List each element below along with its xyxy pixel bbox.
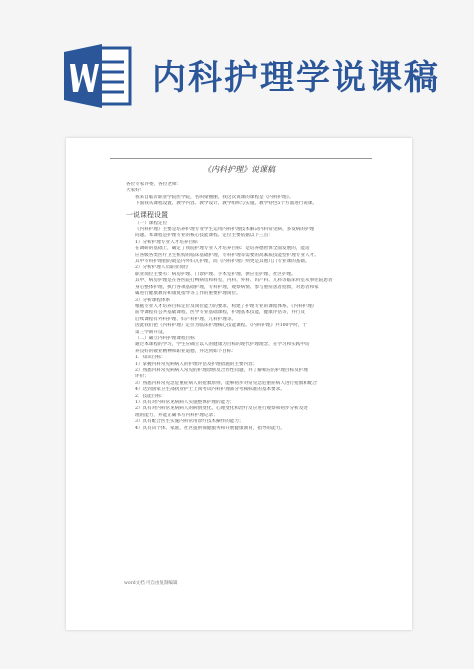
header-rule xyxy=(110,158,372,159)
text-line: 应各级各类医疗卫生机构的临床基础护理，专科护理等需要的高素质技能型护理专业人才。 xyxy=(135,252,319,258)
document-page xyxy=(66,138,412,630)
text-line: 理的能力，并能正确书写内科护理记录； xyxy=(135,412,218,418)
text-line: 养良好的敬业精神和职业道德，并达到如下目标： xyxy=(135,348,237,354)
text-line: 2）分析护理人员职业岗位 xyxy=(135,265,189,271)
text-line: 3）熟悉内科常见急危重症病人的抢救原则，能够初步对常见急危重症病人进行抢救和配合 xyxy=(135,380,318,386)
text-line: 1）具有对内科常见病病人实施整体护理的能力； xyxy=(135,400,235,405)
subsection-heading: （一）课程定位 xyxy=(135,220,168,226)
text-line: 其中，病房护理是在各医院打鸭病房和科室，内科、外科、妇产科、儿科等临床科室从事住院患者 xyxy=(135,278,333,284)
document-title: 《内科护理》说课稿 xyxy=(203,165,275,174)
section-text-2 xyxy=(126,342,370,432)
text-line: 4）具有向个体、家庭、社区提供保健服务和开展健康教育，指导的能力。 xyxy=(135,425,285,431)
text-line: 属进行健康教育和康复指导等工作的重要护理岗位。 xyxy=(135,291,241,297)
text-line: 1．知识目标： xyxy=(135,355,166,361)
text-line: 职业岗位主要有：病房护理、门诊护理、手术室护理、供应室护理、社区护理。 xyxy=(135,271,296,277)
header xyxy=(0,0,474,140)
text-line: 《内科护理》主要是培养护理专业学生运用内科护理技术解决内科常见病、多发病的护理 xyxy=(135,227,315,233)
text-line: 评价； xyxy=(135,374,149,380)
text-line: 其中专科护理指的就是内外妇儿护理，而《内科护理》则更是其他几门专业课的基础。 xyxy=(135,259,310,265)
section-text-1 xyxy=(126,227,370,336)
intro-line: 下面我从课程设置、教学内容、教学设计、教学组织与实施、教学特色5个方面进行说课。 xyxy=(135,201,318,207)
footer-note: word文档 可自由复制编辑 xyxy=(124,581,178,586)
text-line: 根据专业人才培养目标定位及岗位能力的要求，构建了护理专业的课程体系。《内科护理》 xyxy=(135,303,317,309)
greeting: 各位专家评委、各位老师： xyxy=(126,182,182,187)
text-line: 通过本课程的学习，学生应确立以人的健康为目标的现代护理理念，在学习和实践中培 xyxy=(135,342,310,348)
subsection-heading: （二）确立内科护理课程目标 xyxy=(135,335,195,341)
text-line: 前导课程有公共基础课程，医学专业基础课程，护理基本技能，健康评估等，并行及 xyxy=(135,310,305,316)
text-line: 3）分析课程体系 xyxy=(135,297,171,303)
text-line: 3）具有配合医生实施内科常用诊疗技术操作的能力； xyxy=(135,419,244,425)
text-line: 1）掌握内科常见病病人的护理评估及护理措施的主要内容； xyxy=(135,361,258,367)
document-body xyxy=(126,182,370,432)
text-line: 后续课程有外科护理、妇产科护理、儿科护理等。 xyxy=(135,316,237,322)
text-line: 第三学期开设。 xyxy=(135,329,168,335)
text-line: 4）达到国家卫生部执业护士上岗考试内科护理部分考核标准的基本要求。 xyxy=(135,387,285,393)
text-line: 2．技能目标： xyxy=(135,393,166,399)
text-line: 身心整体护理，执行各项基础护理，专科护理，观察病情、参与重症患者抢救，对患者和家 xyxy=(135,284,319,290)
text-line: 问题。本课程是护理专业的核心技能课程。定位主要依据以下三点： xyxy=(135,233,273,239)
section-heading: 一说课程设置 xyxy=(126,210,168,219)
text-line: 1）分析护理专业人才培养目标 xyxy=(135,239,198,245)
page-title: 内科护理学说课稿 xyxy=(152,58,440,98)
text-line: 在调研的基础上，确定了我院护理专业人才培养目标：是培养德智体全面发展的，能适 xyxy=(135,246,310,252)
text-line: 因此我们把《内科护理》定位为临床护理核心技能课程。《内科护理》共100学时，于 xyxy=(135,323,307,329)
word-icon xyxy=(62,40,134,112)
intro-line: 我来自临沂职业学院医学院，名叫梁丽丽，我这次说课的课程是《内科护理》。 xyxy=(135,194,294,200)
text-line: 2）熟悉内科常见病病人常见的护理诊断及合作性问题，并了解相应的护理目标及护理 xyxy=(135,367,308,373)
greeting-hello: 大家好！ xyxy=(126,188,145,194)
text-line: 2）具有对内科常见病病人的病情变化、心理变化和治疗反应进行观察和初步分析及处 xyxy=(135,406,308,412)
